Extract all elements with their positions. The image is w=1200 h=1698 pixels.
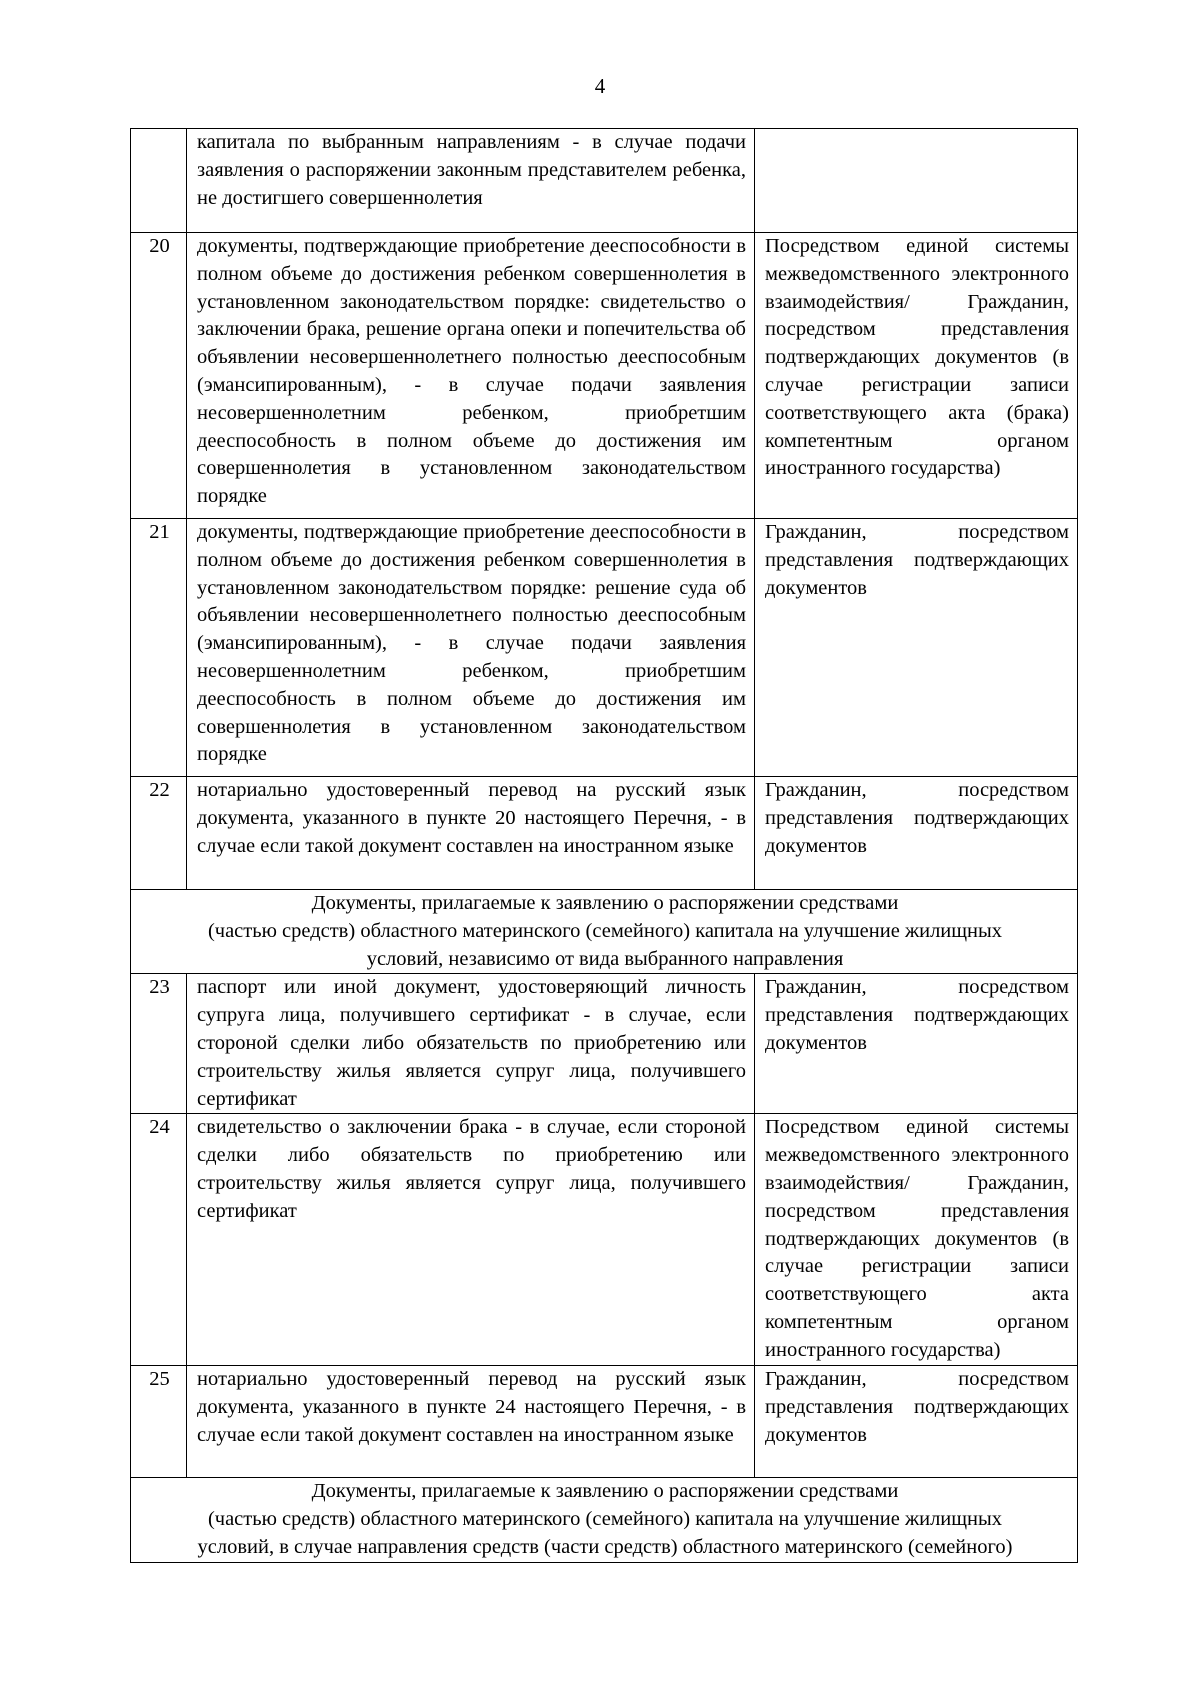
row-number: 21 — [131, 519, 187, 777]
document-description: паспорт или иной документ, удостоверяющий личность супруга лица, получившего сертификат - в случае, если стороной сделки либо обязательств по приобретению или строительству жилья является супруг лица, получившего сертификат — [187, 974, 755, 1114]
table-row — [131, 129, 1078, 233]
document-description: документы, подтверждающие приобретение дееспособности в полном объеме до достижения ребенком совершеннолетия в установленном законодательством порядке: свидетельство о заключении брака, решение органа опеки и попечительства об объявлении несовершеннолетнего полностью дееспособным (эмансипированным), - в случае подачи заявления несовершеннолетним ребенком, приобретшим дееспособность в полном объеме до достижения им совершеннолетия в установленном законодательством порядке — [187, 233, 755, 519]
table-row — [131, 1366, 1078, 1478]
row-number: 23 — [131, 974, 187, 1114]
section-header-row — [131, 1478, 1078, 1562]
documents-table — [130, 128, 1078, 1563]
document-source: Гражданин, посредством представления подтверждающих документов — [755, 974, 1078, 1114]
document-source: Посредством единой системы межведомственного электронного взаимодействия/ Гражданин, посредством представления подтверждающих документов (в случае регистрации записи соответствующего акта компетентным органом иностранного государства) — [755, 1114, 1078, 1366]
document-description: нотариально удостоверенный перевод на русский язык документа, указанного в пункте 20 настоящего Перечня, - в случае если такой документ составлен на иностранном языке — [187, 777, 755, 890]
document-description: нотариально удостоверенный перевод на русский язык документа, указанного в пункте 24 настоящего Перечня, - в случае если такой документ составлен на иностранном языке — [187, 1366, 755, 1478]
section-title: Документы, прилагаемые к заявлению о распоряжении средствами (частью средств) областного материнского (семейного) капитала на улучшение жилищных условий, независимо от вида выбранного направления — [131, 890, 1078, 974]
document-source: Гражданин, посредством представления подтверждающих документов — [755, 519, 1078, 777]
document-description: документы, подтверждающие приобретение дееспособности в полном объеме до достижения ребенком совершеннолетия в установленном законодательством порядке: решение суда об объявлении несовершеннолетнего полностью дееспособным (эмансипированным), - в случае подачи заявления несовершеннолетним ребенком, приобретшим дееспособность в полном объеме до достижения им совершеннолетия в установленном законодательством порядке — [187, 519, 755, 777]
table-row — [131, 233, 1078, 519]
page-number: 4 — [594, 74, 606, 98]
row-number: 25 — [131, 1366, 187, 1478]
table-row — [131, 519, 1078, 777]
table-row — [131, 777, 1078, 890]
table-row — [131, 974, 1078, 1114]
section-title: Документы, прилагаемые к заявлению о распоряжении средствами (частью средств) областного материнского (семейного) капитала на улучшение жилищных условий, в случае направления средств (части средств) областного материнского (семейного) — [131, 1478, 1078, 1562]
document-description: капитала по выбранным направлениям - в случае подачи заявления о распоряжении законным представителем ребенка, не достигшего совершеннолетия — [187, 129, 755, 233]
row-number — [131, 129, 187, 233]
row-number: 22 — [131, 777, 187, 890]
section-header-row — [131, 890, 1078, 974]
document-source: Посредством единой системы межведомственного электронного взаимодействия/ Гражданин, посредством представления подтверждающих документов (в случае регистрации записи соответствующего акта (брака) компетентным органом иностранного государства) — [755, 233, 1078, 519]
document-source: Гражданин, посредством представления подтверждающих документов — [755, 1366, 1078, 1478]
row-number: 24 — [131, 1114, 187, 1366]
document-description: свидетельство о заключении брака - в случае, если стороной сделки либо обязательств по приобретению или строительству жилья является супруг лица, получившего сертификат — [187, 1114, 755, 1366]
row-number: 20 — [131, 233, 187, 519]
document-source — [755, 129, 1078, 233]
table-row — [131, 1114, 1078, 1366]
document-source: Гражданин, посредством представления подтверждающих документов — [755, 777, 1078, 890]
